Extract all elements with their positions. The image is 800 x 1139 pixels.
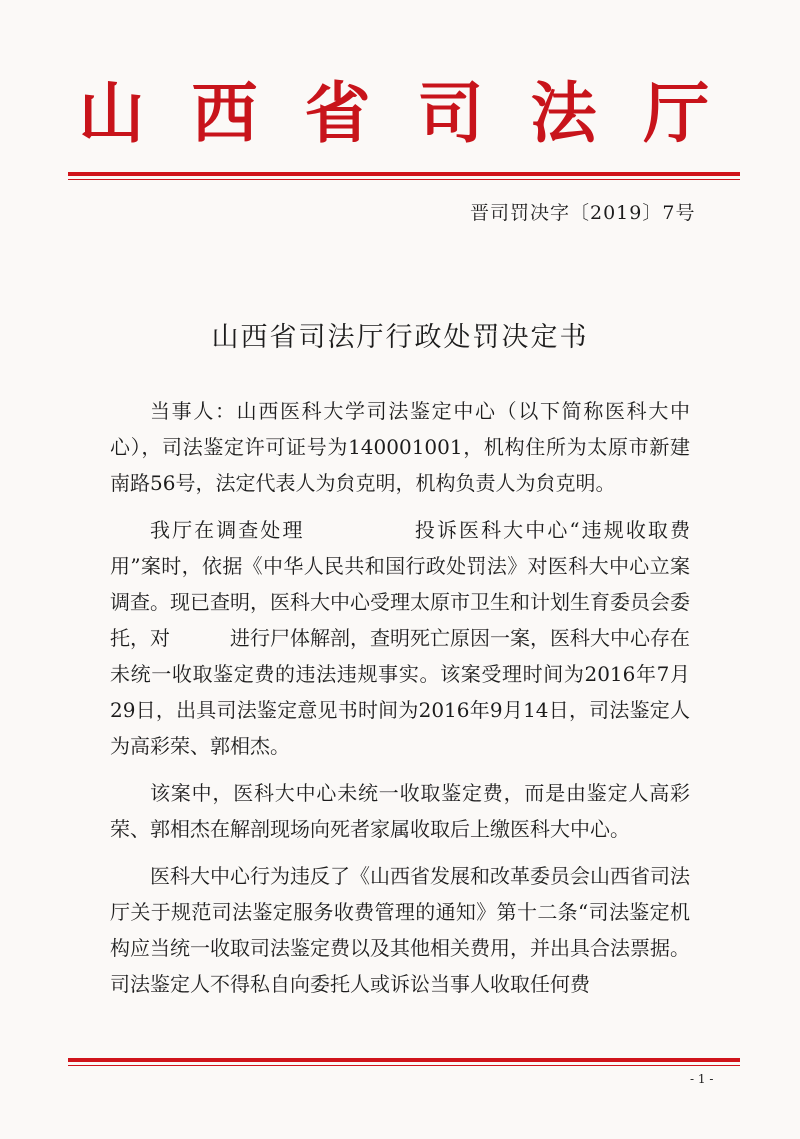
footer-red-rule (68, 1058, 740, 1062)
paragraph-violation: 医科大中心行为违反了《山西省发展和改革委员会山西省司法厅关于规范司法鉴定服务收费管理的通知》第十二条“司法鉴定机构应当统一收取司法鉴定费以及其他相关费用，并出具合法票据。司法鉴定人不得私自向委托人或诉讼当事人收取任何费 (110, 864, 690, 996)
letterhead-red-rule (68, 172, 740, 176)
footer-red-rule-thin (68, 1065, 740, 1066)
document-number: 晋司罚决字〔2019〕7号 (470, 202, 696, 224)
page-number: - 1 - (690, 1072, 714, 1086)
document-body (110, 393, 690, 1002)
paragraph-investigation: 我厅在调查处理 投诉医科大中心“违规收取费用”案时，依据《中华人民共和国行政处罚法》对医科大中心立案调查。现已查明，医科大中心受理太原市卫生和计划生育委员会委托，对 进行尸体解剖，查明死亡原因一案，医科大中心存在未统一收取鉴定费的违法违规事实。该案受理时间为2016年7月29日，出具司法鉴定意见书时间为2016年9月14日，司法鉴定人为高彩荣、郭相杰。 (110, 518, 690, 758)
letterhead-red-rule-thin (68, 179, 740, 180)
paragraph-party: 当事人：山西医科大学司法鉴定中心（以下简称医科大中心），司法鉴定许可证号为140001001，机构住所为太原市新建南路56号，法定代表人为贠克明，机构负责人为贠克明。 (110, 399, 690, 495)
letterhead-org-name: 山 西 省 司 法 厅 (78, 74, 722, 152)
paragraph-fee-collection: 该案中，医科大中心未统一收取鉴定费，而是由鉴定人高彩荣、郭相杰在解剖现场向死者家属收取后上缴医科大中心。 (110, 781, 690, 841)
document-title: 山西省司法厅行政处罚决定书 (211, 322, 589, 353)
